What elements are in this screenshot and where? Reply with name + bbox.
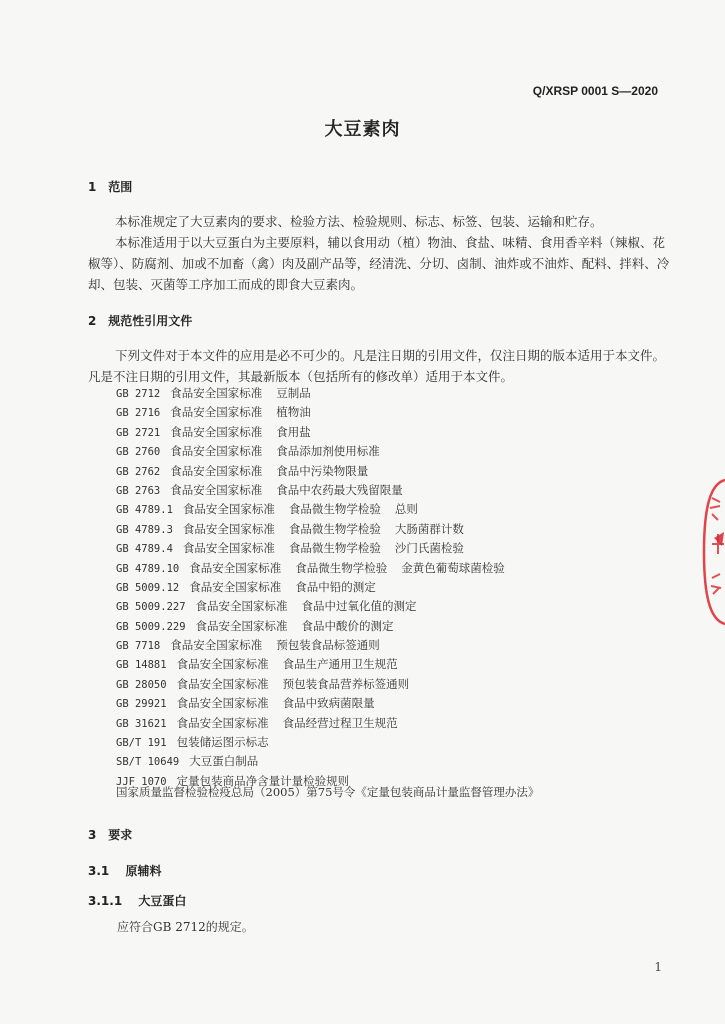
reference-code: GB 2763 (116, 484, 161, 497)
reference-item (116, 617, 636, 636)
reference-item (116, 714, 636, 733)
reference-code: GB 2712 (116, 388, 161, 400)
reference-title-part: 包装储运图示标志 (176, 735, 269, 750)
reference-title-part: 食品添加剂使用标准 (276, 444, 380, 459)
reference-item (116, 733, 636, 752)
reference-code: GB 5009.12 (116, 581, 180, 594)
reference-item (116, 384, 636, 403)
reference-item (116, 423, 636, 442)
reference-item (116, 578, 636, 597)
reference-item (116, 636, 636, 655)
reference-title-part: 预包装食品标签通则 (276, 638, 380, 653)
red-seal-stamp (700, 478, 725, 626)
reference-title-part: 食品安全国家标准 (176, 657, 269, 672)
reference-code: GB 2716 (116, 407, 161, 420)
reference-code: GB 7718 (116, 640, 161, 653)
reference-item (116, 403, 636, 422)
page-number: 1 (654, 960, 662, 974)
reference-item (116, 694, 636, 713)
reference-title-part: 沙门氏菌检验 (394, 541, 464, 556)
reference-item (116, 675, 636, 694)
reference-title-part: 食品安全国家标准 (170, 638, 263, 653)
reference-item (116, 442, 636, 461)
subsection-title: 原辅料 (125, 864, 162, 878)
reference-title-part: 食品安全国家标准 (170, 405, 263, 420)
reference-title-part: 食品中致病菌限量 (282, 696, 375, 711)
reference-title-part: 金黄色葡萄球菌检验 (401, 560, 505, 575)
subsection-3-1-1-heading (88, 892, 186, 909)
section-number: 3 (88, 828, 97, 842)
scope-paragraph-1: 本标准规定了大豆素肉的要求、检验方法、检验规则、标志、标签、包装、运输和贮存。 (115, 214, 603, 229)
reference-title-part: 食品安全国家标准 (189, 560, 282, 575)
reference-item (116, 520, 636, 539)
reference-title-part: 食品中农药最大残留限量 (276, 482, 403, 497)
section-title: 规范性引用文件 (108, 314, 193, 328)
reference-title-part: 食品安全国家标准 (176, 676, 269, 691)
reference-code: SB/T 10649 (116, 756, 180, 769)
section-3-heading (88, 826, 132, 843)
reference-title-part: 食品中酸价的测定 (301, 618, 394, 633)
soy-protein-requirement: 应符合GB 2712的规定。 (117, 920, 254, 934)
reference-title-part: 食品安全国家标准 (195, 618, 288, 633)
reference-code: GB 31621 (116, 717, 167, 730)
reference-title-part: 食品安全国家标准 (182, 502, 275, 517)
reference-item (116, 462, 636, 481)
reference-item (116, 500, 636, 519)
reference-code: GB/T 191 (116, 737, 167, 750)
reference-item (116, 655, 636, 674)
reference-title-part: 食品安全国家标准 (170, 482, 263, 497)
reference-title-part: 食品中污染物限量 (276, 463, 369, 478)
reference-title-part: 食品微生物学检验 (295, 560, 388, 575)
reference-code: GB 4789.1 (116, 504, 173, 517)
reference-title-part: 豆制品 (276, 386, 311, 400)
reference-title-part: 总则 (394, 502, 418, 517)
subsection-number: 3.1.1 (88, 894, 123, 908)
reference-title-part: 大肠菌群计数 (394, 521, 464, 536)
section-2-heading (88, 312, 192, 329)
reference-title-part: 食品经营过程卫生规范 (282, 715, 398, 730)
reference-title-part: 食品安全国家标准 (170, 463, 263, 478)
reference-title-part: 定量包装商品净含量计量检验规则 (176, 773, 350, 788)
subsection-number: 3.1 (88, 864, 110, 878)
reference-code: GB 29921 (116, 698, 167, 711)
subsection-title: 大豆蛋白 (138, 894, 187, 908)
reference-title-part: 食品安全国家标准 (170, 444, 263, 459)
reference-title-part: 预包装食品营养标签通则 (282, 676, 410, 691)
subsection-3-1-heading (88, 862, 161, 879)
reference-decree: 国家质量监督检验检疫总局（2005）第75号令《定量包装商品计量监督管理办法》 (116, 785, 540, 799)
reference-title-part: 食品安全国家标准 (182, 541, 275, 556)
reference-title-part: 植物油 (276, 405, 311, 420)
reference-title-part: 食品安全国家标准 (170, 386, 263, 400)
standard-code: Q/XRSP 0001 S—2020 (532, 84, 658, 98)
references-intro: 下列文件对于本文件的应用是必不可少的。凡是注日期的引用文件，仅注日期的版本适用于本文件。凡是不注日期的引用文件，其最新版本（包括所有的修改单）适用于本文件。 (88, 348, 666, 384)
reference-item (116, 559, 636, 578)
reference-code: GB 14881 (116, 659, 167, 672)
reference-item (116, 597, 636, 616)
reference-title-part: 食品生产通用卫生规范 (282, 657, 398, 672)
section-number: 1 (88, 180, 97, 194)
reference-title-part: 大豆蛋白制品 (189, 754, 259, 769)
reference-title-part: 食品中铅的测定 (295, 579, 376, 594)
reference-item (116, 481, 636, 500)
reference-title-part: 食品安全国家标准 (195, 599, 288, 614)
reference-code: JJF 1070 (116, 775, 167, 788)
reference-title-part: 食品微生物学检验 (288, 541, 381, 556)
reference-code: GB 2760 (116, 446, 161, 459)
document-title: 大豆素肉 (324, 119, 401, 140)
reference-title-part: 食品安全国家标准 (182, 521, 275, 536)
reference-title-part: 食品微生物学检验 (288, 502, 381, 517)
reference-code: GB 4789.10 (116, 562, 180, 575)
reference-title-part: 食品安全国家标准 (176, 696, 269, 711)
reference-list (116, 384, 636, 791)
scope-paragraph-2: 本标准适用于以大豆蛋白为主要原料，辅以食用动（植）物油、食盐、味精、食用香辛料（辣椒、花椒等）、防腐剂、加或不加畜（禽）肉及副产品等，经清洗、分切、卤制、油炸或不油炸、配料、拌料、冷却、包装、灭菌等工序加工而成的即食大豆素肉。 (88, 235, 670, 292)
section-1-heading (88, 178, 132, 195)
section-title: 范围 (108, 180, 133, 194)
reference-title-part: 食用盐 (276, 424, 311, 439)
reference-item (116, 752, 636, 771)
reference-code: GB 4789.3 (116, 523, 173, 536)
reference-code: GB 5009.227 (116, 601, 186, 614)
reference-code: GB 2762 (116, 465, 161, 478)
reference-code: GB 2721 (116, 426, 161, 439)
reference-title-part: 食品安全国家标准 (170, 424, 263, 439)
reference-title-part: 食品微生物学检验 (288, 521, 381, 536)
reference-item (116, 539, 636, 558)
reference-title-part: 食品安全国家标准 (189, 579, 282, 594)
section-title: 要求 (108, 828, 133, 842)
reference-title-part: 食品中过氧化值的测定 (301, 599, 417, 614)
reference-title-part: 食品安全国家标准 (176, 715, 269, 730)
reference-code: GB 4789.4 (116, 543, 173, 556)
section-number: 2 (88, 314, 97, 328)
reference-code: GB 28050 (116, 678, 167, 691)
reference-code: GB 5009.229 (116, 620, 186, 633)
